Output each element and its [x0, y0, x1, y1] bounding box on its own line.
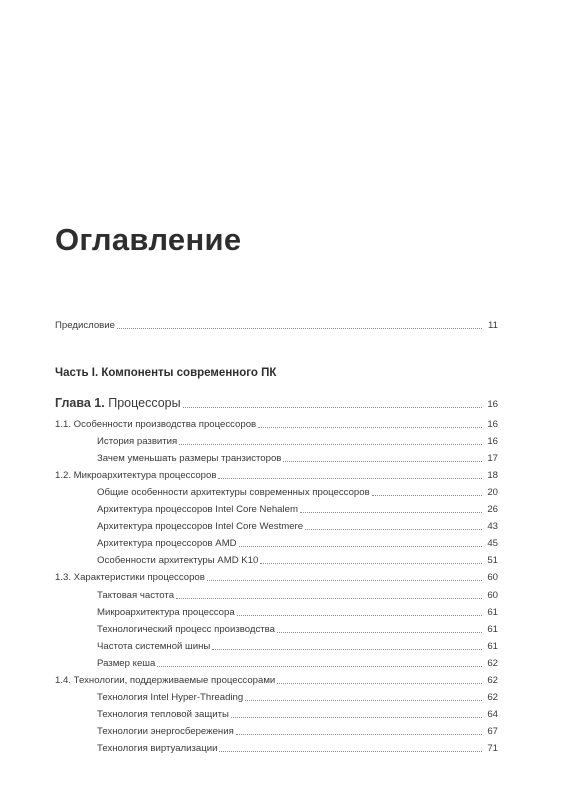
- toc-entry-page: 17: [487, 453, 498, 465]
- chapter-title: Процессоры: [108, 396, 181, 410]
- toc-entry-title: Технологии энергосбережения: [97, 725, 234, 737]
- toc-entry-title: Размер кеша: [97, 657, 156, 669]
- dot-leader: [219, 750, 482, 752]
- toc-entry-page: 51: [487, 555, 498, 567]
- page-title: Оглавление: [55, 222, 242, 257]
- toc-entry-title: Особенности архитектуры AMD K10: [97, 555, 259, 567]
- toc-entry: [97, 504, 498, 516]
- toc-entry-page: 61: [487, 640, 498, 652]
- dot-leader: [305, 528, 482, 530]
- dot-leader: [183, 406, 482, 408]
- part-title: Часть I. Компоненты современного ПК: [55, 367, 277, 379]
- toc-entry: [97, 726, 498, 738]
- toc-entry: [97, 624, 498, 636]
- toc-entry: [97, 743, 498, 755]
- dot-leader: [117, 327, 482, 329]
- dot-leader: [237, 614, 482, 616]
- toc-entry-page: 61: [487, 623, 498, 635]
- toc-entry-title: Архитектура процессоров Intel Core Westmere: [97, 521, 304, 533]
- toc-entry-page: 61: [487, 606, 498, 618]
- toc-entry-page: 16: [487, 436, 498, 448]
- chapter-heading: [55, 397, 181, 409]
- toc-entry-preface: [55, 320, 498, 332]
- dot-leader: [277, 631, 482, 633]
- toc-entry-title: Микроархитектура процессора: [97, 606, 235, 618]
- toc-entry-page: 26: [487, 504, 498, 516]
- dot-leader: [239, 545, 482, 547]
- toc-entry-title: Технология виртуализации: [97, 742, 218, 754]
- dot-leader: [212, 648, 482, 650]
- toc-entry: [55, 470, 498, 482]
- toc-entry-title: История развития: [97, 436, 178, 448]
- toc-entry-page: 64: [487, 708, 498, 720]
- dot-leader: [283, 460, 482, 462]
- toc-entry: [55, 572, 498, 584]
- toc-entry: [55, 419, 498, 431]
- toc-entry-title: 1.1. Особенности производства процессоров: [55, 419, 257, 430]
- toc-entry-page: 67: [487, 725, 498, 737]
- dot-leader: [260, 562, 482, 564]
- dot-leader: [300, 511, 482, 513]
- dot-leader: [207, 579, 482, 581]
- dot-leader: [277, 682, 482, 684]
- toc-entry: [97, 641, 498, 653]
- dot-leader: [236, 733, 482, 735]
- toc-entry-title: 1.4. Технологии, поддерживаемые процессорами: [55, 674, 276, 686]
- toc-entry-title: Технология тепловой защиты: [97, 708, 229, 720]
- dot-leader: [245, 699, 482, 701]
- toc-entry-title: Архитектура процессоров Intel Core Nehalem: [97, 504, 298, 516]
- toc-entry-page: 11: [488, 320, 498, 331]
- toc-entry: [97, 521, 498, 533]
- toc-entry-page: 62: [487, 657, 498, 669]
- dot-leader: [231, 716, 482, 718]
- toc-entry-page: 62: [487, 691, 498, 703]
- toc-entry-page: 16: [487, 399, 498, 410]
- toc-entry: [97, 658, 498, 670]
- toc-entry: [97, 436, 498, 448]
- toc-entry-page: 16: [487, 419, 498, 430]
- toc-entry-page: 71: [487, 742, 498, 754]
- toc-entry-title: 1.3. Характеристики процессоров: [55, 572, 205, 584]
- toc-entry-title: Предисловие: [55, 320, 115, 331]
- toc-entry-page: 60: [487, 572, 498, 584]
- toc-entry-title: Технология Intel Hyper-Threading: [97, 691, 244, 703]
- toc-entry-page: 62: [487, 674, 498, 686]
- toc-entry: [97, 555, 498, 567]
- dot-leader: [176, 597, 482, 599]
- toc-entry-title: 1.2. Микроархитектура процессоров: [55, 470, 217, 482]
- toc-entry-title: Общие особенности архитектуры современных процессоров: [97, 487, 370, 499]
- toc-entry: [97, 692, 498, 704]
- toc-entry-title: Архитектура процессоров AMD: [97, 538, 237, 550]
- toc-entry-page: 45: [487, 538, 498, 550]
- chapter-label: Глава 1.: [55, 396, 105, 410]
- dot-leader: [179, 443, 482, 445]
- toc-entry-page: 43: [487, 521, 498, 533]
- toc-entry: [97, 538, 498, 550]
- toc-entry-title: Технологический процесс производства: [97, 623, 275, 635]
- dot-leader: [218, 477, 482, 479]
- toc-entry-page: 18: [487, 470, 498, 482]
- toc-entry: [97, 590, 498, 602]
- toc-entry-title: Тактовая частота: [97, 589, 175, 601]
- dot-leader: [157, 665, 482, 667]
- dot-leader: [258, 426, 482, 428]
- toc-entry: [97, 607, 498, 619]
- toc-entry-title: Частота системной шины: [97, 640, 211, 652]
- toc-entry: [55, 675, 498, 687]
- toc-entry: [97, 487, 498, 499]
- toc-entry-title: Зачем уменьшать размеры транзисторов: [97, 453, 282, 465]
- toc-entry-page: 60: [487, 589, 498, 601]
- toc-entry: [97, 453, 498, 465]
- toc-chapter: [55, 397, 498, 411]
- dot-leader: [372, 494, 482, 496]
- toc-entry: [97, 709, 498, 721]
- toc-entry-page: 20: [487, 487, 498, 499]
